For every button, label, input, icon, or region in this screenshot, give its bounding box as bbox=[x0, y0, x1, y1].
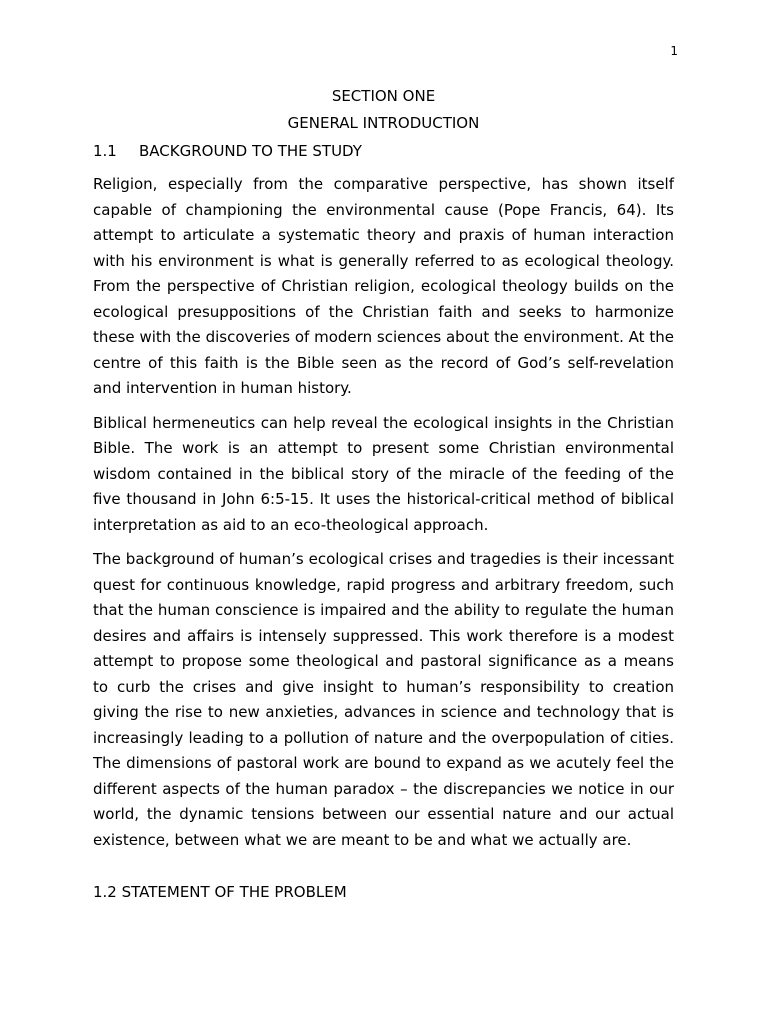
document-body bbox=[93, 85, 674, 903]
subsection-title: BACKGROUND TO THE STUDY bbox=[139, 142, 362, 160]
next-section-heading: 1.2 STATEMENT OF THE PROBLEM bbox=[93, 883, 347, 901]
subsection-heading bbox=[93, 140, 674, 162]
section-title: SECTION ONE bbox=[331, 87, 436, 105]
body-paragraph-1: Religion, especially from the comparative perspective, has shown itself capable of championing the environmental cause (Pope Francis, 64). Its attempt to articulate a systematic theory and praxis of human interaction with his environment is what is generally referred to as ecological theology. From the perspective of Christian religion, ecological theology builds on the ecological presuppositions of the Christian faith and seeks to harmonize these with the discoveries of modern sciences about the environment. At the centre of this faith is the Bible seen as the record of God’s self-revelation and intervention in human history. bbox=[93, 175, 674, 397]
body-paragraph-2: Biblical hermeneutics can help reveal the ecological insights in the Christian Bible. The work is an attempt to present some Christian environmental wisdom contained in the biblical story of the miracle of the feeding of the five thousand in John 6:5-15. It uses the historical-critical method of biblical interpretation as aid to an eco-theological approach. bbox=[93, 413, 674, 534]
chapter-title: GENERAL INTRODUCTION bbox=[287, 114, 480, 132]
subsection-number: 1.1 bbox=[93, 142, 117, 160]
page-number: 1 bbox=[670, 44, 678, 58]
body-paragraph-3: The background of human’s ecological crises and tragedies is their incessant quest for continuous knowledge, rapid progress and arbitrary freedom, such that the human conscience is impaired and the ability to regulate the human desires and affairs is intensely suppressed. This work therefore is a modest attempt to propose some theological and pastoral significance as a means to curb the crises and give insight to human’s responsibility to creation giving the rise to new anxieties, advances in science and technology that is increasingly leading to a pollution of nature and the overpopulation of cities. The dimensions of pastoral work are bound to expand as we acutely feel the different aspects of the human paradox – the discrepancies we notice in our world, the dynamic tensions between our essential nature and our actual existence, between what we are meant to be and what we actually are. bbox=[93, 550, 674, 849]
